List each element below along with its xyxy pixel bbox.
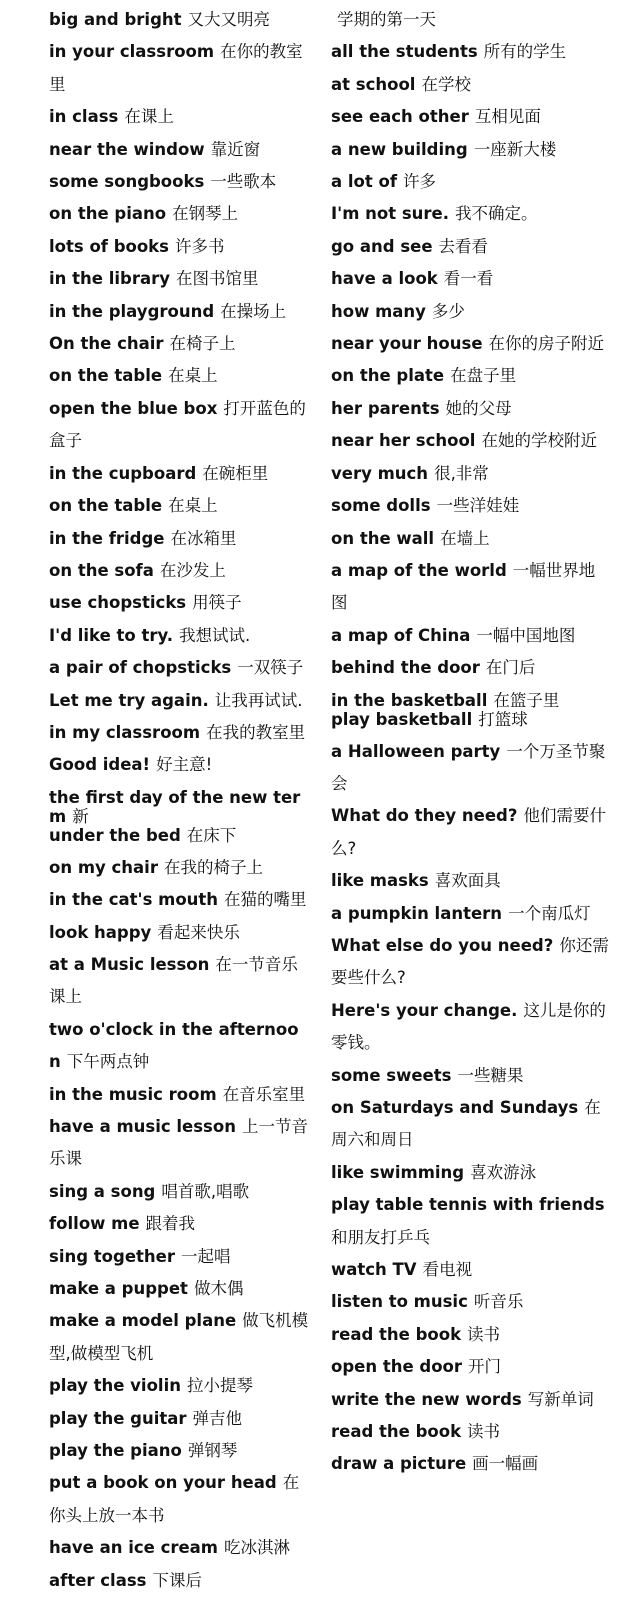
phrase-entry <box>49 1403 311 1435</box>
phrase-english: on the sofa <box>49 560 154 580</box>
phrase-english: near your house <box>331 334 483 354</box>
phrase-english: a Halloween party <box>331 741 501 761</box>
phrase-chinese: 做飞机模型,做模型飞机 <box>49 1311 309 1363</box>
phrase-english: after class <box>49 1570 147 1590</box>
phrase-chinese: 在钢琴上 <box>172 204 239 224</box>
phrase-english: have a look <box>331 269 438 289</box>
phrase-chinese: 在门后 <box>485 658 536 678</box>
phrase-chinese: 吃冰淇淋 <box>224 1538 291 1558</box>
phrase-chinese: 你还需要些什么? <box>331 935 609 988</box>
phrase-entry <box>331 652 611 684</box>
phrase-chinese: 一些洋娃娃 <box>436 496 520 516</box>
phrase-chinese: 喜欢面具 <box>434 871 501 891</box>
phrase-chinese: 下课后 <box>152 1570 202 1590</box>
phrase-entry <box>49 101 311 133</box>
phrase-entry <box>331 1254 611 1286</box>
phrase-chinese: 跟着我 <box>145 1214 196 1234</box>
phrase-english: near her school <box>331 431 476 451</box>
phrase-entry <box>49 134 311 166</box>
phrase-english: big and bright <box>49 10 182 29</box>
phrase-entry <box>331 1416 611 1448</box>
phrase-entry <box>331 101 611 133</box>
phrase-english: go and see <box>331 236 433 256</box>
phrase-entry <box>331 69 611 101</box>
phrase-entry <box>331 1157 611 1189</box>
phrase-chinese: 在沙发上 <box>159 560 226 580</box>
phrase-entry <box>49 917 311 949</box>
phrase-chinese: 一个万圣节聚会 <box>331 741 606 793</box>
phrase-english: in the cat's mouth <box>49 890 219 910</box>
phrase-entry <box>331 1060 611 1092</box>
phrase-entry <box>49 490 311 522</box>
phrase-entry <box>331 393 611 425</box>
phrase-entry <box>49 263 311 295</box>
phrase-english: Let me try again. <box>49 690 209 710</box>
phrase-chinese: 在我的教室里 <box>206 722 306 742</box>
phrase-english: like swimming <box>331 1162 465 1182</box>
phrase-chinese: 开门 <box>468 1357 502 1377</box>
phrase-english: play the piano <box>49 1441 182 1461</box>
phrase-english: What else do you need? <box>331 935 554 955</box>
phrase-english: draw a picture <box>331 1454 467 1474</box>
phrase-entry <box>49 1273 311 1305</box>
phrase-english: put a book on your head <box>49 1473 277 1493</box>
phrase-chinese: 在盘子里 <box>450 366 517 386</box>
phrase-entry <box>49 393 311 458</box>
phrase-chinese: 一起唱 <box>180 1246 231 1266</box>
phrase-chinese: 在你的房子附近 <box>488 334 605 354</box>
phrase-english: read the book <box>331 1324 462 1344</box>
phrase-english: in class <box>49 107 119 127</box>
phrase-chinese: 画一幅画 <box>472 1454 539 1474</box>
phrase-entry <box>49 166 311 198</box>
phrase-entry <box>331 425 611 457</box>
phrase-entry <box>49 4 311 36</box>
phrase-chinese: 他们需要什么? <box>331 806 606 858</box>
phrase-entry <box>331 360 611 392</box>
phrase-entry <box>49 620 311 652</box>
phrase-english: on the table <box>49 366 163 386</box>
phrase-entry <box>331 800 611 865</box>
phrase-chinese: 弹吉他 <box>192 1408 243 1428</box>
phrase-entry <box>331 1384 611 1416</box>
phrase-entry <box>49 1014 311 1079</box>
phrase-chinese: 上一节音乐课 <box>49 1117 308 1169</box>
phrase-english: on the plate <box>331 366 445 386</box>
phrase-chinese: 在椅子上 <box>169 334 236 354</box>
phrase-chinese: 在操场上 <box>220 301 287 321</box>
phrase-english: On the chair <box>49 334 164 354</box>
right-column <box>331 4 611 1481</box>
phrase-chinese: 一些糖果 <box>457 1065 524 1085</box>
phrase-english: on the table <box>49 496 163 516</box>
phrase-chinese: 在我的椅子上 <box>163 857 263 877</box>
left-column <box>49 4 311 1597</box>
phrase-chinese: 看一看 <box>443 269 494 289</box>
phrase-chinese: 她的父母 <box>445 398 512 418</box>
phrase-entry <box>49 1565 311 1597</box>
phrase-chinese: 在篮子里 <box>493 690 560 710</box>
phrase-english: have an ice cream <box>49 1538 219 1558</box>
phrase-english: see each other <box>331 107 469 127</box>
phrase-chinese: 读书 <box>467 1422 501 1442</box>
phrase-english: some songbooks <box>49 172 205 192</box>
phrase-chinese: 很,非常 <box>434 463 489 483</box>
phrase-entry <box>49 458 311 490</box>
phrase-entry <box>331 736 611 801</box>
phrase-english: some sweets <box>331 1065 452 1085</box>
phrase-entry <box>331 36 611 68</box>
phrase-english: like masks <box>331 871 429 891</box>
phrase-entry <box>49 685 311 717</box>
phrase-english: play table tennis with friends <box>331 1195 605 1215</box>
phrase-english: all the students <box>331 42 478 62</box>
phrase-chinese: 多少 <box>431 301 465 321</box>
phrase-chinese: 在床下 <box>186 825 237 845</box>
phrase-english: in your classroom <box>49 42 215 62</box>
phrase-chinese: 我不确定。 <box>455 204 538 224</box>
phrase-chinese: 在周六和周日 <box>331 1098 601 1150</box>
phrase-chinese: 好主意! <box>156 755 213 775</box>
phrase-entry <box>331 1092 611 1157</box>
phrase-english: play the violin <box>49 1376 181 1396</box>
phrase-chinese: 下午两点钟 <box>66 1052 150 1072</box>
phrase-english: open the blue box <box>49 398 218 418</box>
phrase-entry <box>331 1189 611 1254</box>
phrase-english: on the piano <box>49 204 167 224</box>
phrase-english: in the fridge <box>49 528 165 548</box>
phrase-english: lots of books <box>49 236 169 256</box>
phrase-chinese: 一幅中国地图 <box>476 625 576 645</box>
phrase-chinese: 唱首歌,唱歌 <box>161 1181 250 1201</box>
phrase-chinese: 写新单词 <box>527 1389 594 1409</box>
phrase-chinese: 看起来快乐 <box>157 922 240 942</box>
phrase-chinese: 互相见面 <box>474 107 541 127</box>
phrase-english: make a model plane <box>49 1311 237 1331</box>
phrase-chinese: 用筷子 <box>192 593 242 613</box>
phrase-chinese: 在碗柜里 <box>202 463 269 483</box>
phrase-english: I'd like to try. <box>49 625 174 645</box>
phrase-entry <box>331 458 611 490</box>
phrase-chinese: 在音乐室里 <box>222 1084 306 1104</box>
phrase-entry <box>49 231 311 263</box>
phrase-english: near the window <box>49 139 205 159</box>
phrase-english: What do they need? <box>331 806 518 826</box>
phrase-english: Here's your change. <box>331 1000 518 1020</box>
phrase-english: in the basketball <box>331 690 488 710</box>
phrase-entry <box>49 360 311 392</box>
phrase-chinese: 看电视 <box>422 1260 473 1280</box>
phrase-entry <box>331 231 611 263</box>
phrase-entry <box>49 587 311 619</box>
phrase-entry <box>331 1351 611 1383</box>
phrase-entry <box>49 717 311 749</box>
phrase-english: play the guitar <box>49 1408 187 1428</box>
phrase-english: a pumpkin lantern <box>331 903 503 923</box>
phrase-entry <box>331 620 611 652</box>
phrase-english: sing a song <box>49 1181 156 1201</box>
phrase-entry <box>331 1448 611 1480</box>
phrase-entry <box>49 884 311 916</box>
phrase-english: on my chair <box>49 857 158 877</box>
phrase-entry <box>331 865 611 897</box>
phrase-english: read the book <box>331 1422 462 1442</box>
phrase-english: under the bed <box>49 825 181 845</box>
phrase-entry <box>49 826 311 845</box>
phrase-english: how many <box>331 301 426 321</box>
phrase-english: her parents <box>331 398 440 418</box>
phrase-english: very much <box>331 463 429 483</box>
phrase-entry <box>331 328 611 360</box>
phrase-entry <box>49 1305 311 1370</box>
phrase-entry <box>331 134 611 166</box>
phrase-entry <box>331 523 611 555</box>
phrase-chinese: 一些歌本 <box>210 172 277 192</box>
phrase-chinese: 许多 <box>403 172 437 192</box>
phrase-chinese: 这儿是你的零钱。 <box>331 1000 606 1053</box>
phrase-english: in the playground <box>49 301 215 321</box>
phrase-english: watch TV <box>331 1260 417 1280</box>
phrase-entry <box>49 523 311 555</box>
phrase-chinese: 打开蓝色的盒子 <box>49 398 306 451</box>
phrase-chinese: 又大又明亮 <box>187 10 271 29</box>
phrase-entry <box>331 490 611 522</box>
phrase-entry <box>49 296 311 328</box>
phrase-entry <box>49 555 311 587</box>
phrase-chinese: 在桌上 <box>168 496 218 516</box>
phrase-chinese: 我想试试. <box>179 625 251 645</box>
phrase-entry <box>49 36 311 101</box>
phrase-english: have a music lesson <box>49 1117 236 1136</box>
phrase-chinese: 在她的学校附近 <box>481 431 597 451</box>
phrase-entry <box>331 198 611 230</box>
phrase-chinese: 靠近窗 <box>210 139 261 159</box>
phrase-chinese: 在课上 <box>124 107 174 127</box>
phrase-english: a new building <box>331 139 468 159</box>
phrase-chinese: 新 <box>72 806 89 826</box>
phrase-entry <box>49 652 311 684</box>
phrase-english: behind the door <box>331 658 480 678</box>
phrase-entry <box>331 1286 611 1318</box>
phrase-chinese: 一双筷子 <box>237 658 304 678</box>
phrase-chinese: 一幅世界地图 <box>331 560 596 613</box>
phrase-english: a map of China <box>331 625 471 645</box>
phrase-english: in the music room <box>49 1084 217 1104</box>
phrase-chinese: 在学校 <box>421 74 471 94</box>
phrase-entry <box>49 749 311 781</box>
phrase-chinese: 一个南瓜灯 <box>508 903 591 923</box>
phrase-chinese: 拉小提琴 <box>186 1376 253 1396</box>
phrase-entry <box>49 1176 311 1208</box>
phrase-entry <box>49 1079 311 1111</box>
phrase-entry <box>49 788 311 826</box>
phrase-english: listen to music <box>331 1292 468 1312</box>
phrase-english: at a Music lesson <box>49 954 210 974</box>
phrase-chinese: 所有的学生 <box>483 42 567 62</box>
phrase-english: on Saturdays and Sundays <box>331 1098 579 1117</box>
phrase-entry <box>49 1111 311 1176</box>
phrase-entry <box>49 1532 311 1564</box>
phrase-entry <box>49 1208 311 1240</box>
phrase-english: write the new words <box>331 1389 522 1409</box>
phrase-chinese: 做木偶 <box>193 1279 244 1299</box>
phrase-english: a pair of chopsticks <box>49 658 232 678</box>
phrase-entry <box>49 1467 311 1532</box>
phrase-entry <box>49 949 311 1014</box>
phrase-chinese: 弹钢琴 <box>187 1441 238 1461</box>
phrase-entry <box>49 1435 311 1467</box>
phrase-chinese: 在你头上放一本书 <box>49 1473 300 1525</box>
phrase-english: the first day of the new term <box>49 787 301 826</box>
phrase-english: sing together <box>49 1246 175 1266</box>
phrase-chinese: 在猫的嘴里 <box>224 890 307 910</box>
phrase-chinese: 在一节音乐课上 <box>49 954 298 1007</box>
phrase-english: open the door <box>331 1357 463 1377</box>
phrase-english: a lot of <box>331 172 398 192</box>
phrase-entry <box>331 930 611 995</box>
phrase-english: some dolls <box>331 496 431 516</box>
phrase-english: Good idea! <box>49 755 151 775</box>
phrase-chinese: 喜欢游泳 <box>470 1162 537 1182</box>
phrase-chinese: 打篮球 <box>478 709 528 729</box>
phrase-english: a map of the world <box>331 560 507 580</box>
phrase-entry <box>331 710 611 729</box>
phrase-english: in the cupboard <box>49 463 197 483</box>
phrase-english: make a puppet <box>49 1279 188 1299</box>
phrase-entry <box>331 691 611 710</box>
phrase-entry <box>49 328 311 360</box>
phrase-english: I'm not sure. <box>331 204 450 224</box>
phrase-english: at school <box>331 74 416 94</box>
phrase-entry <box>49 1370 311 1402</box>
phrase-entry <box>331 166 611 198</box>
phrase-english: follow me <box>49 1214 140 1234</box>
phrase-entry <box>331 898 611 930</box>
phrase-chinese: 在冰箱里 <box>170 528 237 548</box>
phrase-english: in my classroom <box>49 722 201 742</box>
phrase-chinese: 在你的教室里 <box>49 42 303 94</box>
phrase-entry <box>331 4 611 36</box>
phrase-entry <box>49 198 311 230</box>
phrase-chinese: 去看看 <box>438 236 489 256</box>
phrase-entry <box>331 1319 611 1351</box>
phrase-entry <box>331 263 611 295</box>
phrase-english: in the library <box>49 269 171 289</box>
phrase-chinese: 在图书馆里 <box>176 269 259 289</box>
phrase-english: use chopsticks <box>49 593 187 613</box>
phrase-english: look happy <box>49 922 152 942</box>
phrase-english: play basketball <box>331 709 473 729</box>
phrase-english: on the wall <box>331 528 435 548</box>
phrase-chinese: 许多书 <box>174 236 225 256</box>
phrase-chinese: 和朋友打乒乓 <box>331 1227 430 1247</box>
phrase-chinese: 让我再试试. <box>214 690 303 710</box>
phrase-entry <box>331 995 611 1060</box>
phrase-entry <box>49 852 311 884</box>
phrase-entry <box>331 296 611 328</box>
phrase-chinese: 听音乐 <box>473 1292 524 1312</box>
phrase-chinese: 学期的第一天 <box>337 10 436 29</box>
phrase-entry <box>49 1241 311 1273</box>
phrase-chinese: 在桌上 <box>168 366 218 386</box>
phrase-entry <box>331 555 611 620</box>
phrase-chinese: 读书 <box>467 1324 501 1344</box>
phrase-chinese: 一座新大楼 <box>473 139 557 159</box>
phrase-chinese: 在墙上 <box>440 528 490 548</box>
phrase-english: two o'clock in the afternoon <box>49 1019 299 1072</box>
